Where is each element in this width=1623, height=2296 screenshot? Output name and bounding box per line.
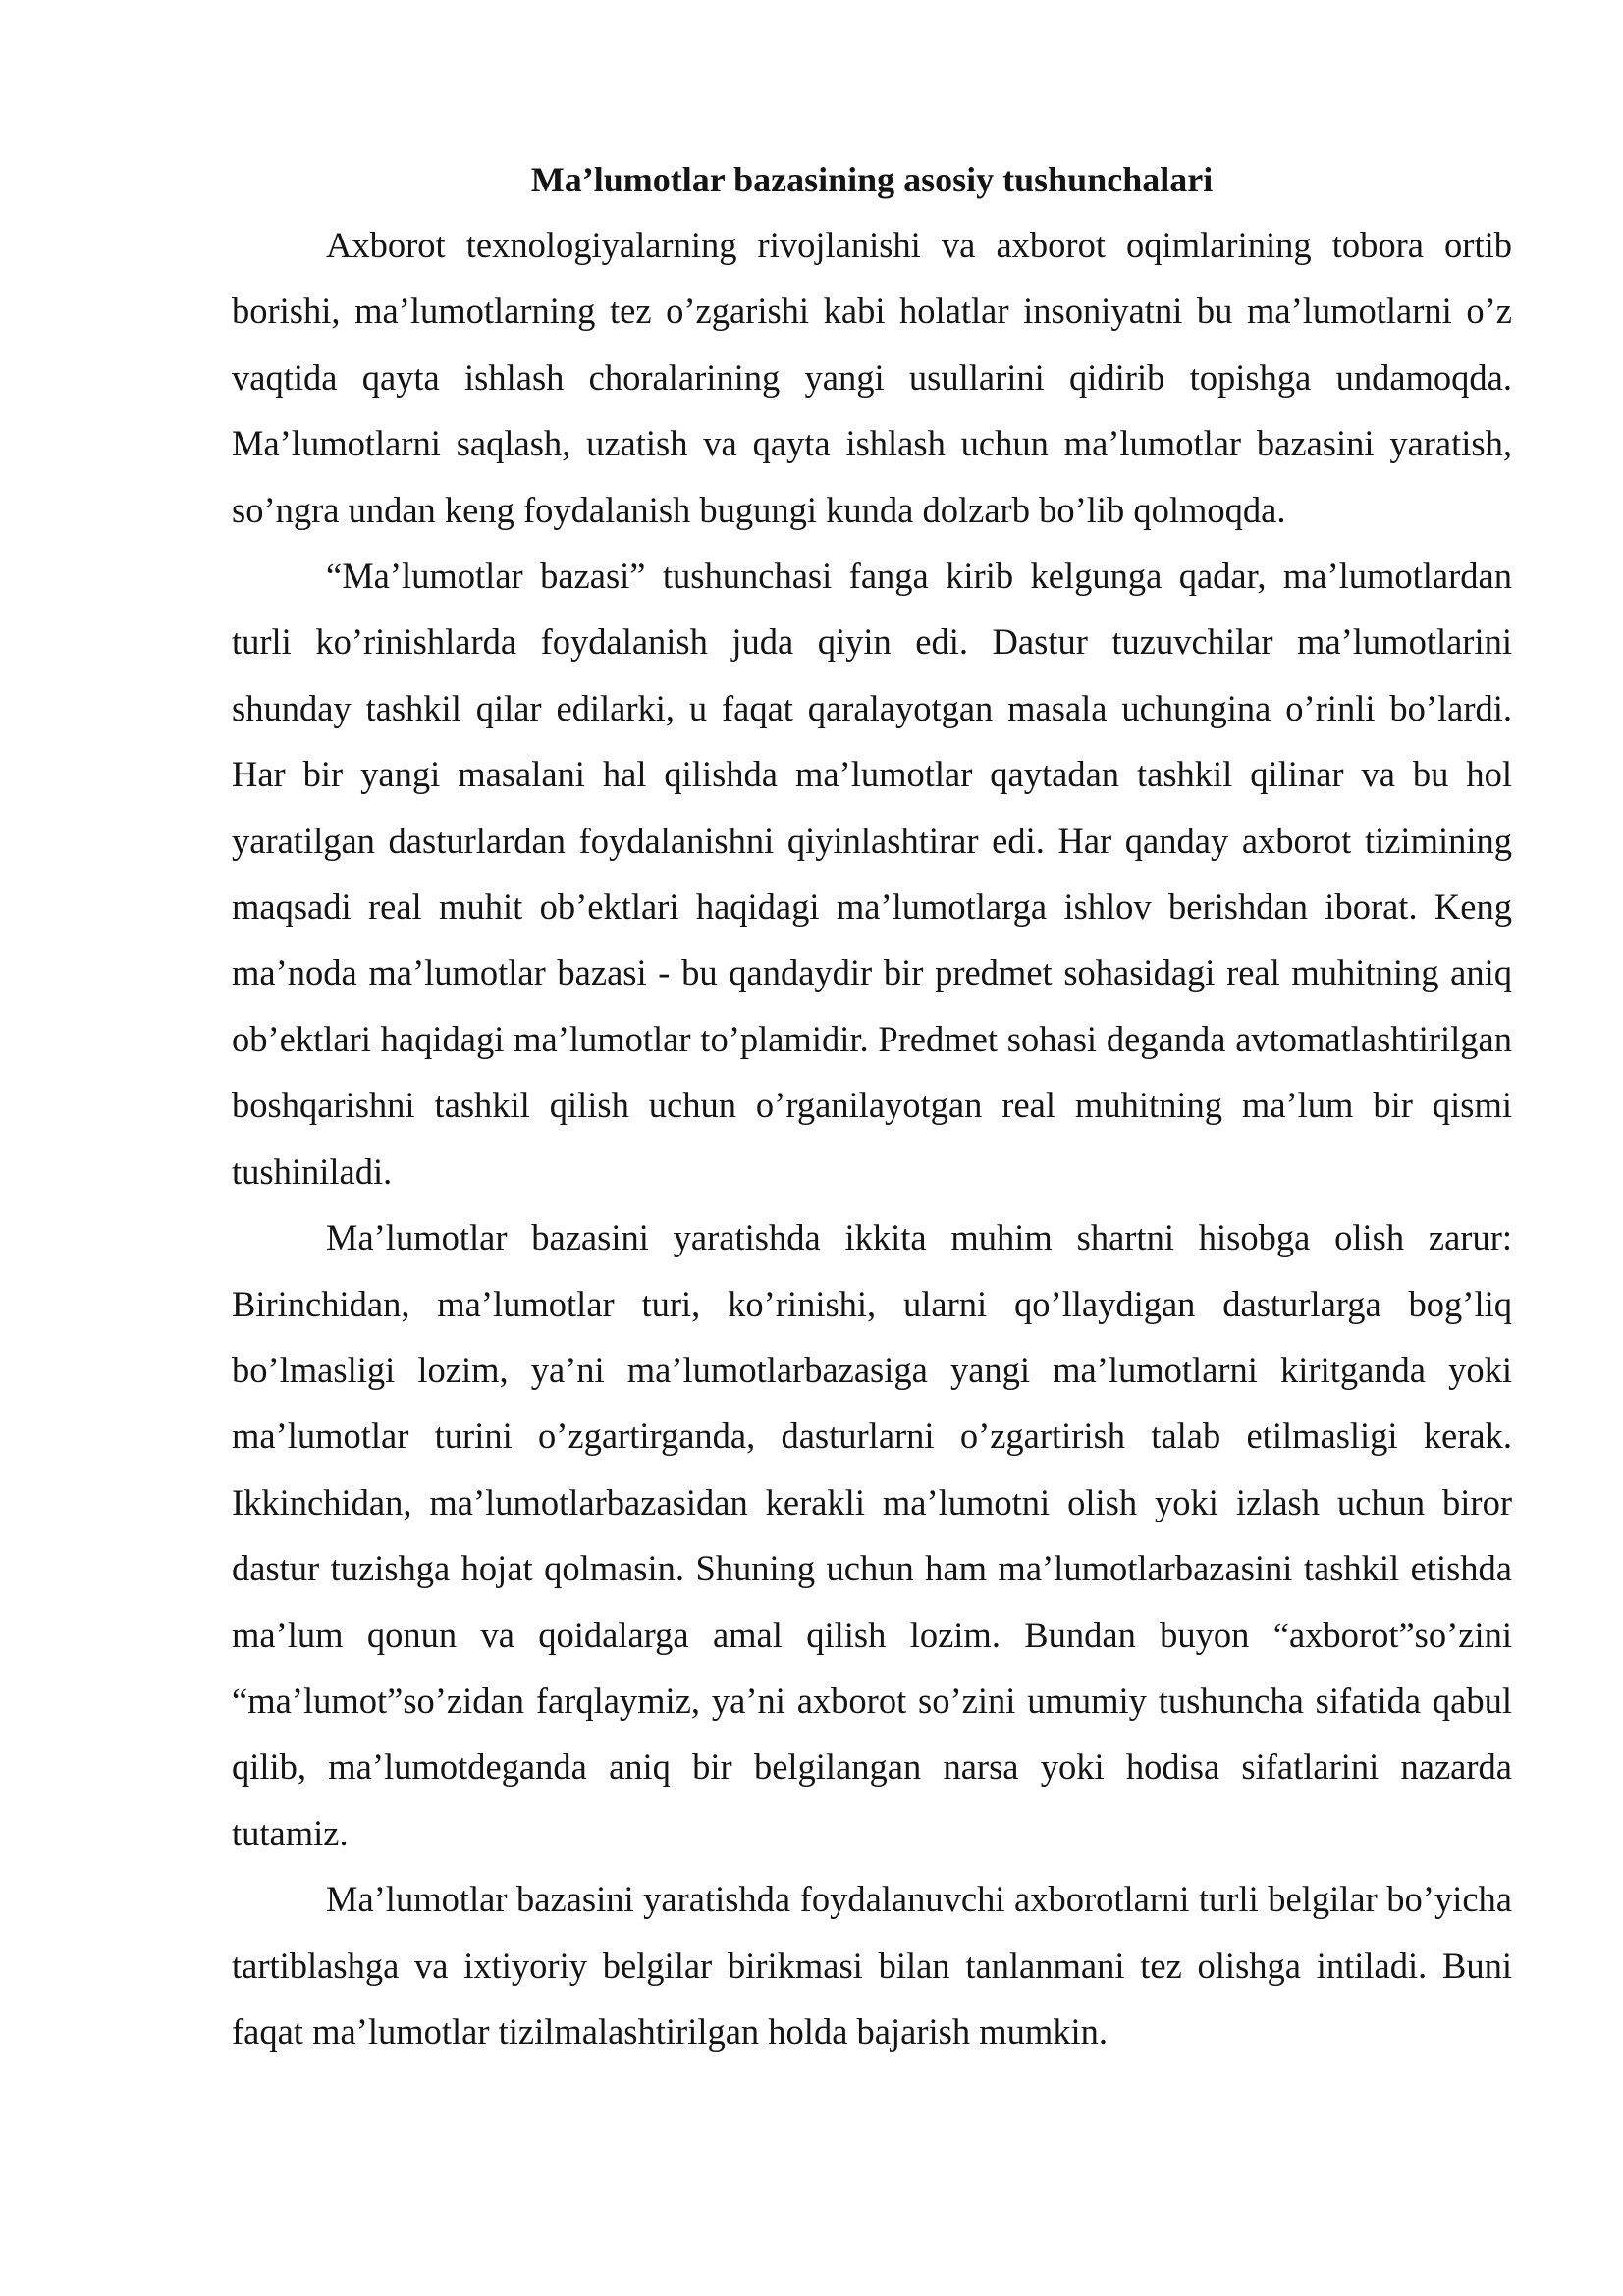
document-title: Ma’lumotlar bazasining asosiy tushunchalari <box>530 160 1214 199</box>
paragraph-conditions: Ma’lumotlar bazasini yaratishda ikkita muhim shartni hisobga olish zarur: Birinchidan, ma’lumotlar turi, ko’rinishi, ularni qo’llaydigan dasturlarga bog’liq bo’lmasligi lozim, ya’ni ma’lumotlarbazasiga yangi ma’lumotlarni kiritganda yoki ma’lumotlar turini o’zgartirganda, dasturlarni o’zgartirish talab etilmasligi kerak. Ikkinchidan, ma’lumotlarbazasidan kerakli ma’lumotni olish yoki izlash uchun biror dastur tuzishga hojat qolmasin. Shuning uchun ham ma’lumotlarbazasini tashkil etishda ma’lum qonun va qoidalarga amal qilish lozim. Bundan buyon “axborot”so’zini “ma’lumot”so’zidan farqlaymiz, ya’ni axborot so’zini umumiy tushuncha sifatida qabul qilib, ma’lumotdeganda aniq bir belgilangan narsa yoki hodisa sifatlarini nazarda tutamiz. <box>232 1217 1512 1853</box>
paragraph-database-concept: “Ma’lumotlar bazasi” tushunchasi fanga kirib kelgunga qadar, ma’lumotlardan turli ko’rinishlarda foydalanish juda qiyin edi. Dastur tuzuvchilar ma’lumotlarini shunday tashkil qilar edilarki, u faqat qaralayotgan masala uchungina o’rinli bo’lardi. Har bir yangi masalani hal qilishda ma’lumotlar qaytadan tashkil qilinar va bu hol yaratilgan dasturlardan foydalanishni qiyinlashtirar edi. Har qanday axborot tizimining maqsadi real muhit ob’ektlari haqidagi ma’lumotlarga ishlov berishdan iborat. Keng ma’noda ma’lumotlar bazasi - bu qandaydir bir predmet sohasidagi real muhitning aniq ob’ektlari haqidagi ma’lumotlar to’plamidir. Predmet sohasi deganda avtomatlashtirilgan boshqarishni tashkil qilish uchun o’rganilayotgan real muhitning ma’lum bir qismi tushiniladi. <box>232 556 1512 1192</box>
paragraph-intro: Axborot texnologiyalarning rivojlanishi va axborot oqimlarining tobora ortib borishi, ma’lumotlarning tez o’zgarishi kabi holatlar insoniyatni bu ma’lumotlarni o’z vaqtida qayta ishlash choralarining yangi usullarini qidirib topishga undamoqda. Ma’lumotlarni saqlash, uzatish va qayta ishlash uchun ma’lumotlar bazasini yaratish, so’ngra undan keng foydalanish bugungi kunda dolzarb bo’lib qolmoqda. <box>232 225 1512 530</box>
paragraph-structuring: Ma’lumotlar bazasini yaratishda foydalanuvchi axborotlarni turli belgilar bo’yicha tartiblashga va ixtiyoriy belgilar birikmasi bilan tanlanmani tez olishga intiladi. Buni faqat ma’lumotlar tizilmalashtirilgan holda bajarish mumkin. <box>232 1879 1512 2052</box>
document-body <box>232 147 1512 2064</box>
